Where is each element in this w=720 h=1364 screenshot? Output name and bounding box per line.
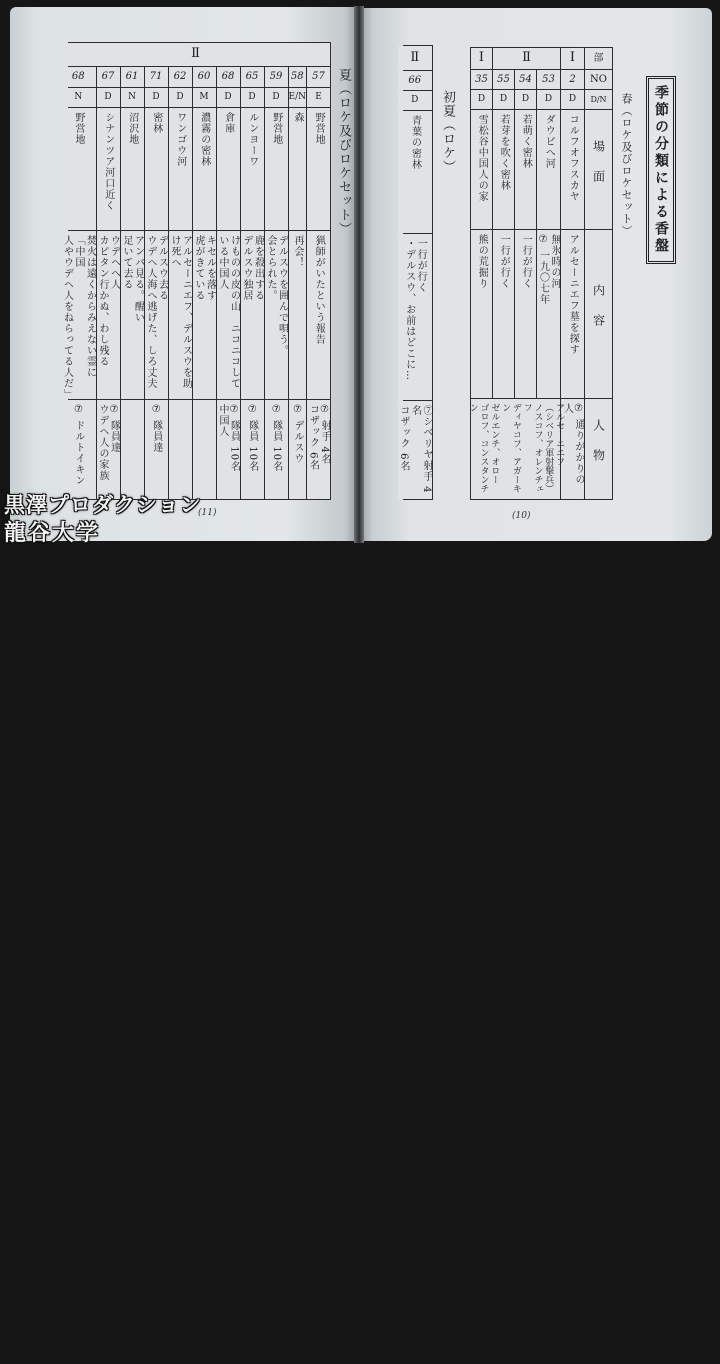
characters-cell <box>289 400 306 499</box>
scene-number-cell-text: 55 <box>497 73 510 85</box>
header-day-night <box>585 90 612 109</box>
part-cell-text: Ⅱ <box>191 46 200 62</box>
scene-location-cell-text: 濃霧の密林 <box>198 112 210 167</box>
spring-schedule-table <box>467 47 613 500</box>
scene-number-cell-text: 60 <box>197 71 211 83</box>
scene-location-cell-text: ルンヨーワ <box>246 112 258 167</box>
day-night-cell-text: D <box>272 92 280 103</box>
scene-content-cell-text: アルセーニエフ墓を探す <box>567 234 579 355</box>
scene-location-cell-text: 若萌く密林 <box>520 114 532 169</box>
part-cell-text: Ⅱ <box>522 50 531 66</box>
header-scene <box>585 110 612 229</box>
scene-number-cell-text: 59 <box>269 71 283 83</box>
scene-location-cell <box>97 108 120 230</box>
characters-cell <box>561 399 584 499</box>
scene-location-cell <box>193 108 216 230</box>
day-night-cell-text: D <box>224 92 232 103</box>
scene-location-cell-text: 倉庫 <box>222 112 234 134</box>
scene-content-cell <box>289 231 306 399</box>
characters-cell-text: ⑦ 隊員達 <box>150 404 162 454</box>
day-night-cell <box>398 91 433 110</box>
header-no-text: NO <box>590 73 607 85</box>
scene-content-cell <box>493 230 514 398</box>
day-night-cell <box>241 88 264 107</box>
scene-number-cell <box>145 67 168 87</box>
scene-number-cell <box>61 67 96 87</box>
characters-cell <box>97 400 120 499</box>
day-night-cell-text: D <box>477 94 486 105</box>
header-no <box>585 70 612 89</box>
scene-number-cell-text: 53 <box>542 73 555 85</box>
day-night-cell <box>561 90 584 109</box>
scene-location-cell-text: 野営地 <box>73 112 85 145</box>
part-cell-text: Ⅰ <box>569 50 576 66</box>
scene-number-cell <box>471 70 492 89</box>
scene-content-cell <box>307 231 330 399</box>
scene-number-cell-text: 67 <box>101 71 115 83</box>
characters-cell-text: ⑦ デルスウ <box>292 404 303 465</box>
scene-number-cell-text: 71 <box>149 71 163 83</box>
scene-number-cell <box>121 67 144 87</box>
scene-content-cell <box>169 231 192 399</box>
scene-content-cell-text: 一行が行く ・デルスウ、お前はどこに… <box>403 238 427 381</box>
part-cell <box>61 43 330 66</box>
scene-number-cell-text: 68 <box>71 71 85 83</box>
scene-content-cell <box>217 231 240 399</box>
scene-content-cell-text: ウデヘへ人 カピタン行かぬ、わし残る <box>97 235 120 367</box>
scene-content-cell-text: 猟師がいたという報告 <box>313 235 325 345</box>
spring-heading: 春（ロケ及びロケセット） <box>620 93 633 237</box>
characters-cell <box>217 400 240 499</box>
scene-location-cell-text: シナンツア河口近く <box>102 112 114 211</box>
scene-content-cell-text: アルセーニエフ、デルスウを助け死へ <box>169 235 192 389</box>
characters-cell-text: ⑦ 隊員達 ウデヘ人の家族 <box>97 404 120 481</box>
scene-location-cell-text: 密林 <box>150 112 162 134</box>
scene-content-cell <box>561 230 584 398</box>
scene-number-cell <box>217 67 240 87</box>
scene-location-cell <box>471 110 492 229</box>
characters-cell <box>121 400 144 499</box>
scene-number-cell <box>265 67 288 87</box>
summer-heading: 夏（ロケ及びロケセット） <box>336 68 351 236</box>
day-night-cell <box>537 90 560 109</box>
header-scene-text: 場面 <box>591 139 606 200</box>
day-night-cell <box>169 88 192 107</box>
day-night-cell-text: D <box>152 92 160 103</box>
scene-content-cell-text: アンバ見る。醒い 足いて去る <box>121 235 144 323</box>
characters-cell-text: ⑦シベリヤ射手 4名 コザック 6名 <box>398 405 432 494</box>
header-characters <box>585 399 612 499</box>
header-part <box>585 48 612 69</box>
scene-content-cell <box>398 234 433 400</box>
scene-number-cell-text: 61 <box>125 71 139 83</box>
scene-content-cell <box>145 231 168 399</box>
scene-number-cell <box>398 71 433 90</box>
day-night-cell-text: E/N <box>288 92 306 103</box>
scene-number-cell <box>493 70 514 89</box>
scene-location-cell <box>145 108 168 230</box>
scene-number-cell-text: 2 <box>569 73 576 85</box>
day-night-cell <box>217 88 240 107</box>
scene-number-cell-text: 68 <box>221 71 235 83</box>
day-night-cell-text: D <box>499 94 508 105</box>
characters-cell <box>61 400 96 499</box>
scene-content-cell-text: 鹿を殺出する デルスウ独居 <box>241 235 264 301</box>
characters-cell-text: ⑦ 通りがかりの人 <box>561 403 584 486</box>
day-night-cell <box>97 88 120 107</box>
scene-location-cell <box>265 108 288 230</box>
day-night-cell-text: D <box>544 94 553 105</box>
book-spine <box>354 6 364 543</box>
scene-number-cell-text: 58 <box>290 71 304 83</box>
characters-cell-text: ⑦ 隊員 10名 <box>246 404 258 473</box>
scene-location-cell <box>169 108 192 230</box>
scene-number-cell-text: 54 <box>519 73 532 85</box>
scene-location-cell-text: コルフオフスカヤ <box>567 114 579 202</box>
scene-number-cell-text: 35 <box>475 73 488 85</box>
header-day-night-text: D/N <box>590 94 607 104</box>
part-cell-text: Ⅱ <box>410 49 420 65</box>
header-content <box>585 230 612 398</box>
characters-cell <box>169 400 192 499</box>
scene-location-cell-text: 青葉の密林 <box>409 115 421 170</box>
day-night-cell <box>61 88 96 107</box>
left-page-number: (11) <box>198 508 217 518</box>
scene-content-cell-text: 一行が行く <box>498 234 510 289</box>
scene-location-cell <box>537 110 560 229</box>
shared-characters-cell <box>467 399 565 499</box>
day-night-cell-text: D <box>176 92 184 103</box>
scene-content-cell <box>121 231 144 399</box>
scene-location-cell <box>493 110 514 229</box>
scene-number-cell <box>97 67 120 87</box>
scene-number-cell-text: 62 <box>173 71 187 83</box>
day-night-cell-text: D <box>411 95 419 106</box>
day-night-cell-text: D <box>248 92 256 103</box>
scene-location-cell <box>561 110 584 229</box>
scene-number-cell <box>537 70 560 89</box>
scene-number-cell <box>515 70 536 89</box>
scene-content-cell <box>61 231 96 399</box>
scene-location-cell-text: 森 <box>292 112 303 123</box>
header-part-text: 部 <box>593 52 604 64</box>
scene-number-cell <box>241 67 264 87</box>
scene-content-cell-text: 無氷時の河 ⑦ 一九〇七年 <box>537 234 560 306</box>
characters-cell <box>307 400 330 499</box>
early-summer-schedule-table <box>398 45 433 500</box>
scene-number-cell <box>289 67 306 87</box>
day-night-cell <box>193 88 216 107</box>
early-summer-heading: 初夏（ロケ） <box>440 90 455 174</box>
scene-location-cell <box>515 110 536 229</box>
scene-content-cell-text: 熊の荒掘り <box>476 234 488 289</box>
scene-number-cell <box>561 70 584 89</box>
scene-location-cell-text: ワンゴウ河 <box>174 112 186 167</box>
part-cell <box>561 48 584 69</box>
scene-content-cell <box>241 231 264 399</box>
scene-number-cell <box>169 67 192 87</box>
day-night-cell-text: N <box>128 92 136 103</box>
day-night-cell <box>121 88 144 107</box>
scene-location-cell-text: 沼沢地 <box>126 112 138 145</box>
scene-number-cell-text: 66 <box>408 74 422 86</box>
scene-content-cell <box>537 230 560 398</box>
part-cell <box>493 48 560 69</box>
scene-location-cell-text: 野営地 <box>270 112 282 145</box>
day-night-cell-text: M <box>199 92 209 103</box>
scene-content-cell-text: 再会！ <box>292 235 303 268</box>
shared-characters-cell-text: アルセーニエフ （シベリア軍射撃兵） ノスコフ、オレンチェフ ディヤコフ、アガーキン ゼルエンチ、オロー ゴロフ、コンスタンチン <box>467 403 565 493</box>
characters-cell <box>193 400 216 499</box>
day-night-cell <box>471 90 492 109</box>
header-characters-text: 人物 <box>591 419 606 479</box>
scene-location-cell <box>307 108 330 230</box>
scene-location-cell <box>121 108 144 230</box>
header-content-text: 内容 <box>591 284 606 344</box>
scene-content-cell <box>471 230 492 398</box>
scene-location-cell-text: 雪松谷中国人の家 <box>476 114 488 202</box>
day-night-cell <box>265 88 288 107</box>
day-night-cell-text: D <box>521 94 530 105</box>
characters-cell <box>265 400 288 499</box>
characters-cell <box>241 400 264 499</box>
scene-location-cell <box>241 108 264 230</box>
scene-location-cell-text: ダウビへ河 <box>543 114 555 169</box>
day-night-cell-text: D <box>104 92 112 103</box>
part-cell <box>471 48 492 69</box>
scene-content-cell-text: デルスウを囲んで唄う。 会とられた。 <box>265 235 288 356</box>
scene-location-cell <box>217 108 240 230</box>
scene-content-cell <box>193 231 216 399</box>
characters-cell-text: ⑦ ドルトイキン <box>73 404 85 487</box>
scene-location-cell <box>289 108 306 230</box>
day-night-cell-text: D <box>568 94 577 105</box>
scene-location-cell <box>61 108 96 230</box>
characters-cell-text: ⑦ 隊員 10名 <box>270 404 282 473</box>
day-night-cell <box>515 90 536 109</box>
day-night-cell <box>307 88 330 107</box>
scene-content-cell-text: 焚火は遠くからみえない霊に「中国 人やウデヘ人をねらってる人だ」 <box>61 235 96 400</box>
day-night-cell-text: N <box>74 92 83 103</box>
day-night-cell <box>289 88 306 107</box>
characters-cell-text: ⑦ 隊員 10名 中国人 <box>217 404 240 473</box>
part-cell-text: Ⅰ <box>478 50 485 66</box>
scene-number-cell <box>193 67 216 87</box>
day-night-cell <box>145 88 168 107</box>
summer-schedule-table <box>61 42 331 500</box>
scene-content-cell <box>97 231 120 399</box>
day-night-cell-text: E <box>315 92 322 103</box>
scene-content-cell-text: デルスウ去る ウデヘ人海へ逃げた、しろ丈夫 <box>145 235 168 389</box>
scene-location-cell <box>398 111 433 233</box>
page-title: 季節の分類による香盤 <box>653 85 669 255</box>
right-page-number: (10) <box>512 511 531 521</box>
scene-location-cell-text: 野営地 <box>313 112 325 145</box>
part-cell <box>398 46 433 70</box>
scene-content-cell-text: けものの皮の山 ニコニコしている中国人 <box>217 235 240 389</box>
watermark-production: 黒澤プロダクション <box>4 493 202 517</box>
characters-cell <box>145 400 168 499</box>
scene-number-cell <box>307 67 330 87</box>
day-night-cell <box>493 90 514 109</box>
characters-cell <box>398 401 433 499</box>
page-title-box <box>646 76 676 264</box>
scene-number-cell-text: 65 <box>245 71 259 83</box>
watermark-university: 龍谷大学 <box>4 521 101 546</box>
scene-content-cell <box>265 231 288 399</box>
scene-content-cell <box>515 230 536 398</box>
scene-content-cell-text: キセルを落す 虎がきている <box>193 235 216 301</box>
scene-location-cell-text: 若芽を吹く密林 <box>498 114 510 191</box>
characters-cell-text: ⑦ 射手 4名 コザック 6名 <box>307 404 330 471</box>
scene-number-cell-text: 57 <box>312 71 325 83</box>
scene-content-cell-text: 一行が行く <box>520 234 532 289</box>
